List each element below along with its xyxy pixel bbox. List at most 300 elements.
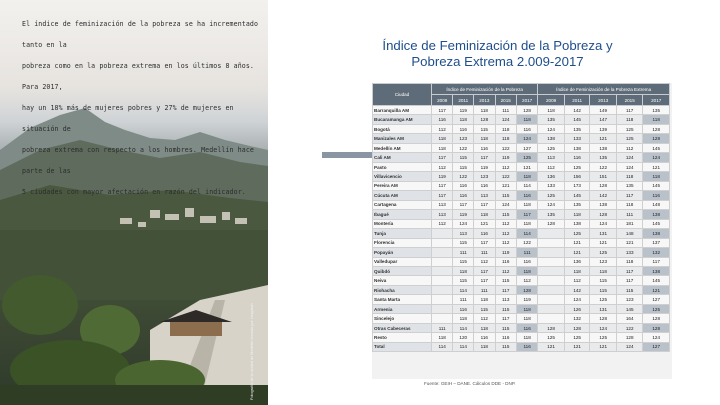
value-cell: 116: [516, 124, 537, 133]
value-cell: 118: [590, 266, 616, 275]
value-cell: 117: [495, 314, 516, 323]
value-cell: 124: [538, 124, 564, 133]
city-cell: Neiva: [373, 276, 432, 285]
city-cell: Cartagena: [373, 200, 432, 209]
value-cell: 115: [616, 285, 642, 294]
value-cell: 118: [516, 115, 537, 124]
value-cell: 114: [516, 229, 537, 238]
value-cell: 122: [495, 143, 516, 152]
table-row: [373, 314, 670, 323]
city-cell: Tunja: [373, 229, 432, 238]
city-cell: Barranquilla AM: [373, 106, 432, 115]
value-cell: 115: [474, 124, 495, 133]
value-cell: 116: [495, 333, 516, 342]
value-cell: 121: [474, 219, 495, 228]
intro-line: hay un 18% más de mujeres pobres y 27% de mujeres en situación de: [22, 104, 234, 133]
year-header: 2017: [516, 95, 537, 106]
value-cell: 148: [616, 229, 642, 238]
value-cell: 117: [616, 266, 642, 275]
value-cell: 119: [453, 106, 474, 115]
value-cell: 112: [516, 276, 537, 285]
value-cell: 125: [564, 162, 590, 171]
value-cell: 115: [453, 276, 474, 285]
value-cell: 118: [616, 257, 642, 266]
value-cell: 115: [495, 323, 516, 332]
value-cell: 116: [453, 181, 474, 190]
value-cell: 173: [564, 181, 590, 190]
value-cell: 124: [590, 219, 616, 228]
value-cell: [432, 257, 453, 266]
value-cell: 122: [453, 172, 474, 181]
value-cell: 128: [564, 323, 590, 332]
value-cell: 113: [538, 153, 564, 162]
value-cell: 116: [564, 153, 590, 162]
table-source: Fuente: GEIH – DANE. Cálculos DDE - DNP.: [424, 381, 516, 386]
value-cell: 116: [643, 191, 670, 200]
value-cell: 117: [432, 153, 453, 162]
value-cell: 138: [538, 134, 564, 143]
value-cell: 114: [453, 342, 474, 351]
value-cell: 121: [590, 238, 616, 247]
value-cell: 124: [590, 323, 616, 332]
value-cell: 115: [590, 285, 616, 294]
value-cell: 119: [495, 248, 516, 257]
photo-credit: [250, 250, 256, 400]
value-cell: 111: [432, 323, 453, 332]
city-cell: Otras Cabeceras: [373, 323, 432, 332]
value-cell: 116: [474, 181, 495, 190]
value-cell: 124: [616, 342, 642, 351]
value-cell: [538, 314, 564, 323]
value-cell: [432, 314, 453, 323]
table-row: [373, 124, 670, 133]
value-cell: 112: [495, 266, 516, 275]
value-cell: 123: [616, 295, 642, 304]
city-photo: [0, 0, 268, 405]
value-cell: 111: [516, 248, 537, 257]
value-cell: 124: [616, 153, 642, 162]
value-cell: [432, 295, 453, 304]
value-cell: 119: [516, 295, 537, 304]
value-cell: 119: [495, 153, 516, 162]
city-cell: Florencia: [373, 238, 432, 247]
value-cell: 112: [538, 162, 564, 171]
table-row: [373, 106, 670, 115]
value-cell: 116: [516, 342, 537, 351]
value-cell: 117: [516, 210, 537, 219]
value-cell: 121: [516, 162, 537, 171]
value-cell: 128: [616, 333, 642, 342]
value-cell: 116: [474, 333, 495, 342]
value-cell: 138: [564, 219, 590, 228]
value-cell: [538, 285, 564, 294]
intro-line: pobreza como en la pobreza extrema en los últimos 8 años. Para 2017,: [22, 62, 254, 91]
value-cell: 149: [590, 106, 616, 115]
value-cell: 111: [474, 248, 495, 257]
intro-line: pobreza extrema con respecto a los hombres. Medellín hace parte de las: [22, 146, 254, 175]
value-cell: 128: [538, 219, 564, 228]
value-cell: 125: [538, 333, 564, 342]
value-cell: 138: [643, 229, 670, 238]
value-cell: 115: [453, 153, 474, 162]
value-cell: 118: [474, 134, 495, 143]
city-cell: Quibdó: [373, 266, 432, 275]
value-cell: 123: [453, 134, 474, 143]
value-cell: 125: [616, 134, 642, 143]
value-cell: 112: [495, 162, 516, 171]
value-cell: 112: [474, 314, 495, 323]
value-cell: 126: [564, 304, 590, 313]
city-cell: Medellín AM: [373, 143, 432, 152]
value-cell: 136: [538, 172, 564, 181]
value-cell: 118: [432, 333, 453, 342]
value-cell: 142: [590, 191, 616, 200]
value-cell: 117: [474, 153, 495, 162]
table-row: [373, 342, 670, 351]
value-cell: 118: [432, 143, 453, 152]
value-cell: 115: [590, 276, 616, 285]
value-cell: 125: [516, 153, 537, 162]
value-cell: 131: [590, 304, 616, 313]
value-cell: 121: [590, 342, 616, 351]
intro-paragraph: [22, 14, 268, 203]
value-cell: 115: [495, 304, 516, 313]
city-cell: Bogotá: [373, 124, 432, 133]
value-cell: 115: [495, 342, 516, 351]
value-cell: 121: [538, 342, 564, 351]
value-cell: 133: [538, 181, 564, 190]
value-cell: 112: [432, 162, 453, 171]
value-cell: 112: [495, 219, 516, 228]
value-cell: 117: [616, 191, 642, 200]
value-cell: 118: [564, 210, 590, 219]
value-cell: 135: [538, 210, 564, 219]
value-cell: 118: [516, 172, 537, 181]
value-cell: 115: [453, 257, 474, 266]
table-row: [373, 257, 670, 266]
value-cell: 145: [564, 191, 590, 200]
value-cell: 115: [495, 210, 516, 219]
table-row: [373, 238, 670, 247]
value-cell: 128: [590, 314, 616, 323]
value-cell: [538, 238, 564, 247]
value-cell: 139: [590, 124, 616, 133]
year-header: 2011: [453, 95, 474, 106]
value-cell: 120: [453, 333, 474, 342]
table-row: [373, 115, 670, 124]
table-row: [373, 229, 670, 238]
value-cell: 132: [564, 314, 590, 323]
value-cell: 128: [474, 115, 495, 124]
city-cell: Resto: [373, 333, 432, 342]
value-cell: 135: [616, 181, 642, 190]
value-cell: [538, 276, 564, 285]
year-header: 2013: [474, 95, 495, 106]
value-cell: 127: [643, 295, 670, 304]
value-cell: 113: [432, 200, 453, 209]
value-cell: [432, 304, 453, 313]
value-cell: 123: [590, 257, 616, 266]
value-cell: 114: [453, 285, 474, 294]
value-cell: 119: [474, 162, 495, 171]
city-cell: Santa Marta: [373, 295, 432, 304]
value-cell: 118: [643, 115, 670, 124]
city-cell: Ibagué: [373, 210, 432, 219]
value-cell: 118: [474, 106, 495, 115]
value-cell: 111: [453, 295, 474, 304]
intro-line: 5 ciudades con mayor afectación en razón del indicador.: [22, 188, 246, 196]
value-cell: 137: [643, 238, 670, 247]
value-cell: 138: [643, 210, 670, 219]
table-row: [373, 285, 670, 294]
city-cell: Manizales AM: [373, 134, 432, 143]
value-cell: 116: [495, 257, 516, 266]
value-cell: 116: [453, 124, 474, 133]
value-cell: 115: [495, 191, 516, 200]
table-row: [373, 200, 670, 209]
value-cell: 145: [643, 276, 670, 285]
year-header: 2013: [590, 95, 616, 106]
value-cell: 124: [495, 115, 516, 124]
value-cell: [432, 266, 453, 275]
value-cell: 128: [643, 124, 670, 133]
value-cell: 124: [516, 134, 537, 143]
table-row: [373, 134, 670, 143]
value-cell: 111: [474, 285, 495, 294]
value-cell: 128: [590, 210, 616, 219]
year-header: 2011: [564, 95, 590, 106]
year-header: 2015: [616, 95, 642, 106]
table-row: [373, 266, 670, 275]
value-cell: 115: [453, 238, 474, 247]
value-cell: 116: [453, 304, 474, 313]
value-cell: [432, 276, 453, 285]
value-cell: 113: [432, 210, 453, 219]
value-cell: 133: [564, 134, 590, 143]
value-cell: 181: [616, 219, 642, 228]
col-header-city: Ciudad: [373, 84, 432, 106]
value-cell: 117: [453, 200, 474, 209]
value-cell: 125: [590, 248, 616, 257]
table-row: [373, 219, 670, 228]
value-cell: 114: [432, 342, 453, 351]
value-cell: [432, 238, 453, 247]
value-cell: [432, 248, 453, 257]
photo-credit-text: Fotografía de la ciudad de Medellín tomada por Unsplash: [250, 303, 254, 400]
value-cell: 118: [516, 304, 537, 313]
value-cell: 138: [590, 200, 616, 209]
table-row: [373, 304, 670, 313]
city-cell: Bucaramanga AM: [373, 115, 432, 124]
value-cell: 121: [643, 285, 670, 294]
value-cell: 119: [453, 210, 474, 219]
city-cell: Villavicencio: [373, 172, 432, 181]
value-cell: 111: [495, 106, 516, 115]
value-cell: 138: [643, 266, 670, 275]
value-cell: 121: [495, 181, 516, 190]
value-cell: 121: [564, 248, 590, 257]
value-cell: 132: [643, 248, 670, 257]
value-cell: 136: [564, 257, 590, 266]
value-cell: 125: [590, 295, 616, 304]
value-cell: 125: [616, 124, 642, 133]
value-cell: 125: [538, 143, 564, 152]
value-cell: 116: [432, 115, 453, 124]
value-cell: 128: [516, 106, 537, 115]
city-cell: Cúcuta AM: [373, 191, 432, 200]
table-row: [373, 172, 670, 181]
value-cell: [432, 285, 453, 294]
value-cell: [432, 229, 453, 238]
value-cell: 128: [538, 323, 564, 332]
value-cell: 119: [432, 172, 453, 181]
value-cell: 117: [474, 238, 495, 247]
year-header: 2015: [495, 95, 516, 106]
value-cell: 133: [616, 248, 642, 257]
city-cell: Popayán: [373, 248, 432, 257]
slide-title: [330, 38, 665, 70]
value-cell: 117: [474, 276, 495, 285]
value-cell: 124: [643, 333, 670, 342]
value-cell: 116: [516, 191, 537, 200]
value-cell: 122: [616, 323, 642, 332]
value-cell: 118: [516, 333, 537, 342]
value-cell: 117: [643, 257, 670, 266]
city-cell: Cali AM: [373, 153, 432, 162]
city-cell: Pereira AM: [373, 181, 432, 190]
value-cell: 124: [564, 295, 590, 304]
table-row: [373, 323, 670, 332]
value-cell: 118: [495, 134, 516, 143]
value-cell: 115: [474, 304, 495, 313]
value-cell: 138: [564, 143, 590, 152]
title-line-2: Pobreza Extrema 2.009-2017: [411, 54, 584, 69]
value-cell: 142: [564, 106, 590, 115]
value-cell: 118: [564, 266, 590, 275]
value-cell: 118: [643, 172, 670, 181]
value-cell: 115: [495, 276, 516, 285]
value-cell: [538, 295, 564, 304]
value-cell: 117: [432, 106, 453, 115]
value-cell: 124: [643, 153, 670, 162]
year-header: 2017: [643, 95, 670, 106]
value-cell: 131: [590, 229, 616, 238]
value-cell: 135: [564, 124, 590, 133]
value-cell: 138: [590, 143, 616, 152]
value-cell: 135: [538, 115, 564, 124]
value-cell: 115: [453, 162, 474, 171]
value-cell: 121: [643, 162, 670, 171]
value-cell: 128: [643, 323, 670, 332]
value-cell: 135: [590, 153, 616, 162]
value-cell: 111: [616, 210, 642, 219]
value-cell: 118: [538, 106, 564, 115]
value-cell: 124: [538, 200, 564, 209]
city-cell: Total: [373, 342, 432, 351]
value-cell: 118: [616, 115, 642, 124]
value-cell: [538, 257, 564, 266]
value-cell: 118: [432, 134, 453, 143]
value-cell: 124: [453, 219, 474, 228]
value-cell: 118: [453, 266, 474, 275]
value-cell: 121: [590, 134, 616, 143]
group-header-extrema: Índice de Feminización de la Pobreza Extrema: [538, 84, 670, 95]
value-cell: 148: [643, 200, 670, 209]
table-row: [373, 162, 670, 171]
table-row: [373, 143, 670, 152]
group-header-pobreza: Índice de Feminización de la Pobreza: [432, 84, 538, 95]
value-cell: 125: [564, 229, 590, 238]
value-cell: 118: [516, 314, 537, 323]
table-row: [373, 153, 670, 162]
value-cell: 124: [495, 200, 516, 209]
city-cell: Valledupar: [373, 257, 432, 266]
value-cell: 114: [516, 181, 537, 190]
value-cell: 118: [516, 266, 537, 275]
value-cell: 118: [616, 172, 642, 181]
value-cell: 151: [590, 172, 616, 181]
value-cell: 118: [616, 200, 642, 209]
value-cell: [538, 266, 564, 275]
value-cell: 125: [564, 333, 590, 342]
value-cell: 128: [590, 181, 616, 190]
value-cell: 112: [432, 124, 453, 133]
value-cell: 156: [564, 172, 590, 181]
value-cell: 145: [564, 115, 590, 124]
city-cell: Riohacha: [373, 285, 432, 294]
table-row: [373, 181, 670, 190]
value-cell: 135: [643, 106, 670, 115]
value-cell: 128: [643, 314, 670, 323]
value-cell: [538, 304, 564, 313]
value-cell: 124: [616, 162, 642, 171]
value-cell: 122: [590, 162, 616, 171]
value-cell: 112: [616, 143, 642, 152]
city-cell: Montería: [373, 219, 432, 228]
value-cell: 118: [453, 115, 474, 124]
table-row: [373, 276, 670, 285]
value-cell: 145: [643, 143, 670, 152]
city-cell: Pasto: [373, 162, 432, 171]
city-cell: Armenia: [373, 304, 432, 313]
value-cell: 118: [474, 342, 495, 351]
title-line-1: Índice de Feminización de la Pobreza y: [382, 38, 613, 53]
value-cell: 135: [564, 200, 590, 209]
value-cell: 116: [474, 229, 495, 238]
value-cell: 112: [495, 229, 516, 238]
value-cell: 127: [643, 342, 670, 351]
value-cell: 116: [516, 323, 537, 332]
value-cell: 118: [453, 314, 474, 323]
value-cell: 116: [516, 257, 537, 266]
value-cell: 122: [516, 238, 537, 247]
value-cell: 118: [495, 124, 516, 133]
value-cell: 117: [432, 181, 453, 190]
value-cell: 112: [495, 238, 516, 247]
value-cell: 116: [474, 143, 495, 152]
value-cell: 114: [453, 323, 474, 332]
year-header: 2009: [432, 95, 453, 106]
value-cell: 121: [564, 238, 590, 247]
value-cell: 112: [564, 276, 590, 285]
value-cell: 164: [616, 314, 642, 323]
value-cell: 116: [453, 191, 474, 200]
value-cell: [538, 229, 564, 238]
value-cell: 128: [643, 134, 670, 143]
value-cell: 125: [538, 191, 564, 200]
table-row: [373, 333, 670, 342]
value-cell: 145: [643, 219, 670, 228]
